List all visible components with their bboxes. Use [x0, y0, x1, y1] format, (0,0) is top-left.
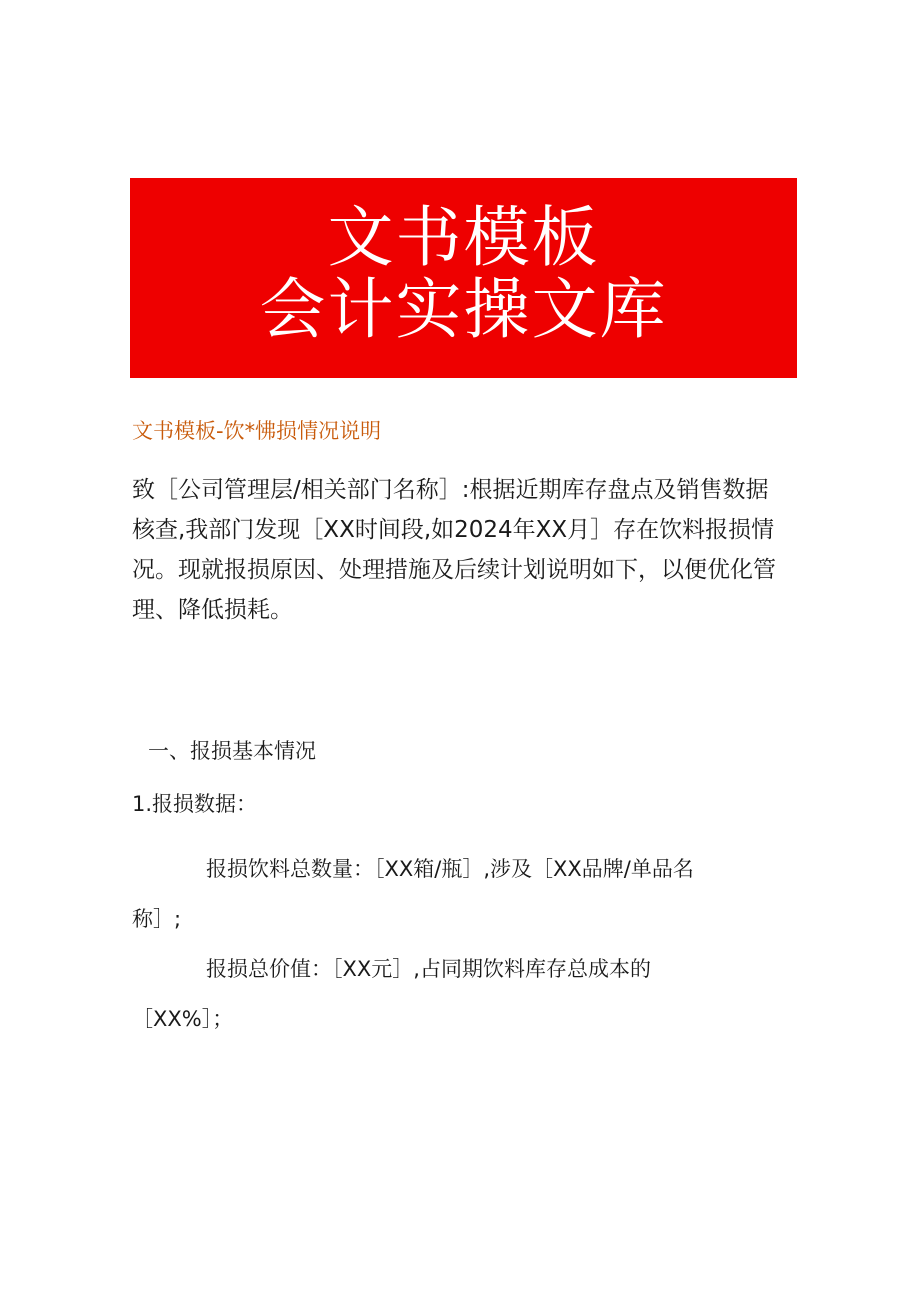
section-heading: 一、报损基本情况 — [148, 739, 316, 763]
intro-line-1: 致［公司管理层/相关部门名称］:根据近期库存盘点及销售数据 — [132, 477, 769, 503]
intro-line-2: 核查,我部门发现［XX时间段,如2024年XX月］存在饮料报损情 — [132, 517, 775, 543]
banner-title-line-2: 会计实操文库 — [259, 271, 668, 348]
list-item-line-2: 称］; — [132, 907, 182, 931]
title-banner — [130, 178, 797, 378]
document-title: 文书模板-饮*怫损情况说明 — [132, 419, 382, 443]
intro-paragraph — [132, 470, 792, 630]
list-item — [132, 944, 792, 1044]
list-item-line-2: ［XX%］； — [132, 1007, 234, 1031]
list-item-line-1: 报损饮料总数量：［XX箱/瓶］,涉及［XX品牌/单品名 — [206, 857, 694, 881]
list-item-line-1: 报损总价值：［XX元］,占同期饮料库存总成本的 — [206, 957, 651, 981]
intro-line-4: 理、降低损耗。 — [132, 597, 293, 623]
banner-title-line-1: 文书模板 — [327, 199, 600, 276]
list-item — [132, 844, 792, 944]
sub-heading: 1.报损数据： — [132, 792, 258, 816]
intro-line-3: 况。现就报损原因、处理措施及后续计划说明如下，以便优化管 — [132, 557, 776, 583]
